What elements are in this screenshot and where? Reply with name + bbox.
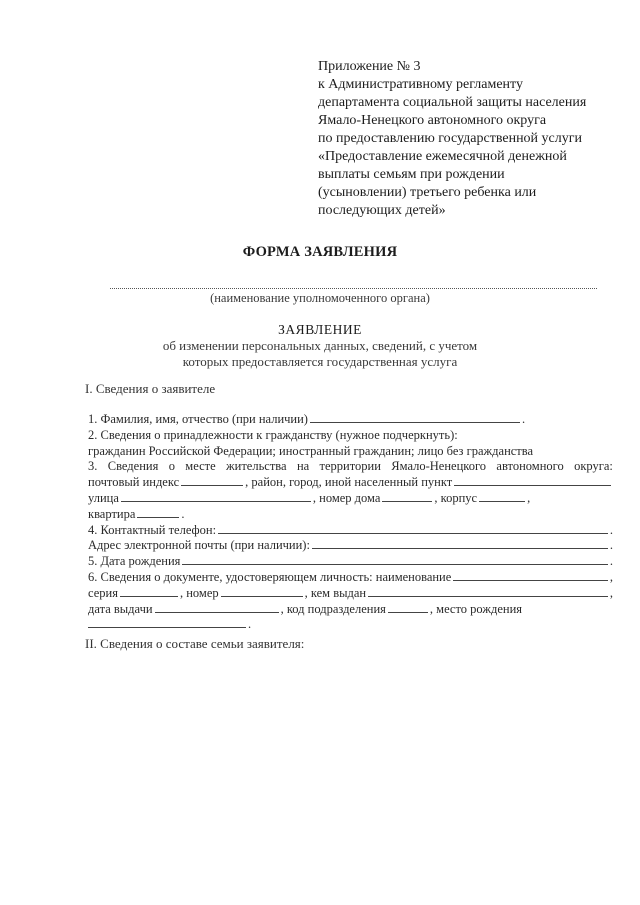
field-label-citizenship: 2. Сведения о принадлежности к гражданству (нужное подчеркнуть): [88, 427, 458, 442]
residence-word: автономного [496, 459, 564, 474]
number-input-line[interactable] [221, 586, 303, 597]
field-row-id-doc-3 [88, 602, 613, 618]
appendix-line: Приложение № 3 [318, 59, 421, 74]
locality-input-line[interactable] [454, 475, 611, 486]
field-label-number: , номер [179, 585, 219, 600]
residence-word: на [296, 459, 310, 474]
fio-input-line[interactable] [310, 412, 520, 423]
appendix-line: к Административному регламенту [318, 77, 523, 92]
residence-word: округа: [574, 459, 613, 474]
field-row-id-doc: 6. Сведения о документе, удостоверяющем личность: наименование , [88, 569, 613, 584]
birthdate-input-line[interactable] [182, 554, 607, 565]
authority-name-line [110, 288, 597, 289]
applicant-fields [88, 412, 613, 633]
field-label-dept-code: , код подразделения [280, 601, 386, 616]
appendix-line: по предоставлению государственной услуги [318, 131, 582, 146]
appendix-line: департамента социальной защиты населения [318, 95, 587, 110]
appendix-line: последующих детей» [318, 203, 446, 218]
field-label-series: серия [88, 585, 118, 600]
appendix-line: «Предоставление ежемесячной денежной [318, 149, 567, 164]
residence-word: месте [185, 459, 216, 474]
field-label-building: , корпус [434, 490, 478, 505]
appendix-line: выплаты семьям при рождении [318, 167, 505, 182]
field-label-id-doc: 6. Сведения о документе, удостоверяющем личность: наименование [88, 569, 452, 584]
heading-subtitle-2: которых предоставляется государственная услуга [182, 354, 458, 369]
field-row-residence [88, 459, 613, 475]
dept-code-input-line[interactable] [388, 602, 428, 613]
field-row-birthdate: 5. Дата рождения . [88, 554, 613, 569]
field-label-locality: , район, город, иной населенный пункт [245, 475, 453, 490]
field-label-birthdate: 5. Дата рождения [88, 554, 181, 569]
series-input-line[interactable] [120, 586, 178, 597]
field-row-address-3: квартира . [88, 506, 185, 521]
phone-input-line[interactable] [218, 523, 608, 534]
birthplace-input-line[interactable] [88, 617, 246, 628]
residence-word: Ямало-Ненецкого [391, 459, 487, 474]
flat-input-line[interactable] [137, 507, 179, 518]
email-input-line[interactable] [312, 538, 608, 549]
issue-date-input-line[interactable] [155, 602, 279, 613]
residence-word: о [168, 459, 175, 474]
field-row-birthplace: . [88, 617, 613, 633]
field-label-birthplace: , место рождения [429, 601, 523, 616]
field-label-phone: 4. Контактный телефон: [88, 522, 217, 537]
postcode-input-line[interactable] [181, 475, 243, 486]
field-row-id-doc-2: серия , номер , кем выдан , [88, 585, 613, 600]
id-doc-name-input-line[interactable] [453, 570, 608, 581]
section-family-title: II. Сведения о составе семьи заявителя: [85, 636, 305, 651]
field-label-flat: квартира [88, 506, 136, 521]
building-input-line[interactable] [479, 491, 525, 502]
field-row-address-1 [88, 475, 613, 491]
house-input-line[interactable] [382, 491, 432, 502]
residence-word: жительства [226, 459, 287, 474]
form-title: ФОРМА ЗАЯВЛЕНИЯ [242, 244, 398, 260]
field-label-issue-date: дата выдачи [88, 601, 153, 616]
authority-caption: (наименование уполномоченного органа) [210, 291, 430, 305]
field-label-postcode: почтовый индекс [88, 475, 180, 490]
residence-word: 3. [88, 459, 98, 474]
section-applicant-title: I. Сведения о заявителе [85, 381, 216, 396]
appendix-header [318, 58, 618, 220]
field-label-issuer: , кем выдан [304, 585, 367, 600]
field-row-citizenship-options [88, 444, 613, 460]
citizenship-options[interactable]: гражданин Российской Федерации; иностранный гражданин; лицо без гражданства [88, 443, 534, 458]
field-row-citizenship [88, 428, 613, 444]
residence-word: Сведения [107, 459, 159, 474]
field-label-street: улица [88, 490, 119, 505]
street-input-line[interactable] [121, 491, 311, 502]
field-label-email: Адрес электронной почты (при наличии): [88, 538, 310, 553]
heading-title: ЗАЯВЛЕНИЕ [278, 322, 362, 337]
field-label-house: , номер дома [312, 490, 381, 505]
field-label-fio: 1. Фамилия, имя, отчество (при наличии) [88, 412, 308, 426]
field-row-email: Адрес электронной почты (при наличии): . [88, 538, 613, 553]
field-row-fio: 1. Фамилия, имя, отчество (при наличии) . [88, 412, 526, 426]
issuer-input-line[interactable] [368, 586, 608, 597]
field-row-address-2: улица , номер дома , корпус , [88, 490, 531, 505]
appendix-line: (усыновлении) третьего ребенка или [318, 185, 537, 200]
heading-subtitle-1: об изменении персональных данных, сведений, с учетом [162, 338, 478, 353]
appendix-line: Ямало-Ненецкого автономного округа [318, 113, 547, 128]
application-heading [0, 322, 640, 370]
residence-word: территории [319, 459, 381, 474]
field-row-phone: 4. Контактный телефон: . [88, 522, 613, 537]
